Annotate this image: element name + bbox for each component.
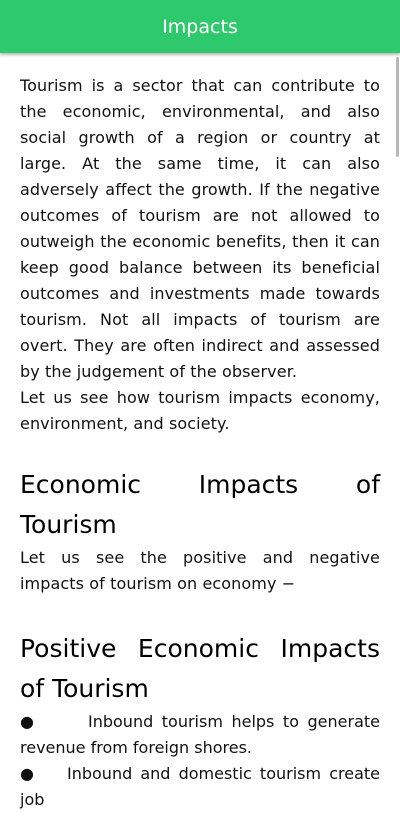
app-bar xyxy=(0,0,400,53)
bullet-text: Inbound tourism helps to generate revenue from foreign shores. xyxy=(20,712,380,757)
section-heading-economic: Economic Impacts of Tourism xyxy=(20,470,380,539)
bullet-item xyxy=(20,709,380,761)
bullet-text: Inbound and domestic tourism create job xyxy=(20,764,380,809)
section-heading-positive: Positive Economic Impacts of Tourism xyxy=(20,634,380,703)
article-body xyxy=(0,53,400,813)
bullet-icon: ● xyxy=(20,712,34,731)
economic-intro-paragraph: Let us see the positive and negative impacts of tourism on economy − xyxy=(20,548,380,593)
scrollbar[interactable] xyxy=(396,57,399,157)
bullet-icon: ● xyxy=(20,764,34,783)
intro-paragraph: Let us see how tourism impacts economy, environment, and society. xyxy=(20,388,380,433)
page-title: Impacts xyxy=(162,16,238,38)
intro-paragraph: Tourism is a sector that can contribute to the economic, environmental, and also social growth of a region or country at large. At the same time, it can also adversely affect the growth. If the negative outcomes of tourism are not allowed to outweigh the economic benefits, then it can keep good balance between its beneficial outcomes and investments made towards tourism. Not all impacts of tourism are overt. They are often indirect and assessed by the judgement of the observer. xyxy=(20,76,380,381)
bullet-item xyxy=(20,761,380,813)
content-scroll-area[interactable] xyxy=(0,53,400,809)
